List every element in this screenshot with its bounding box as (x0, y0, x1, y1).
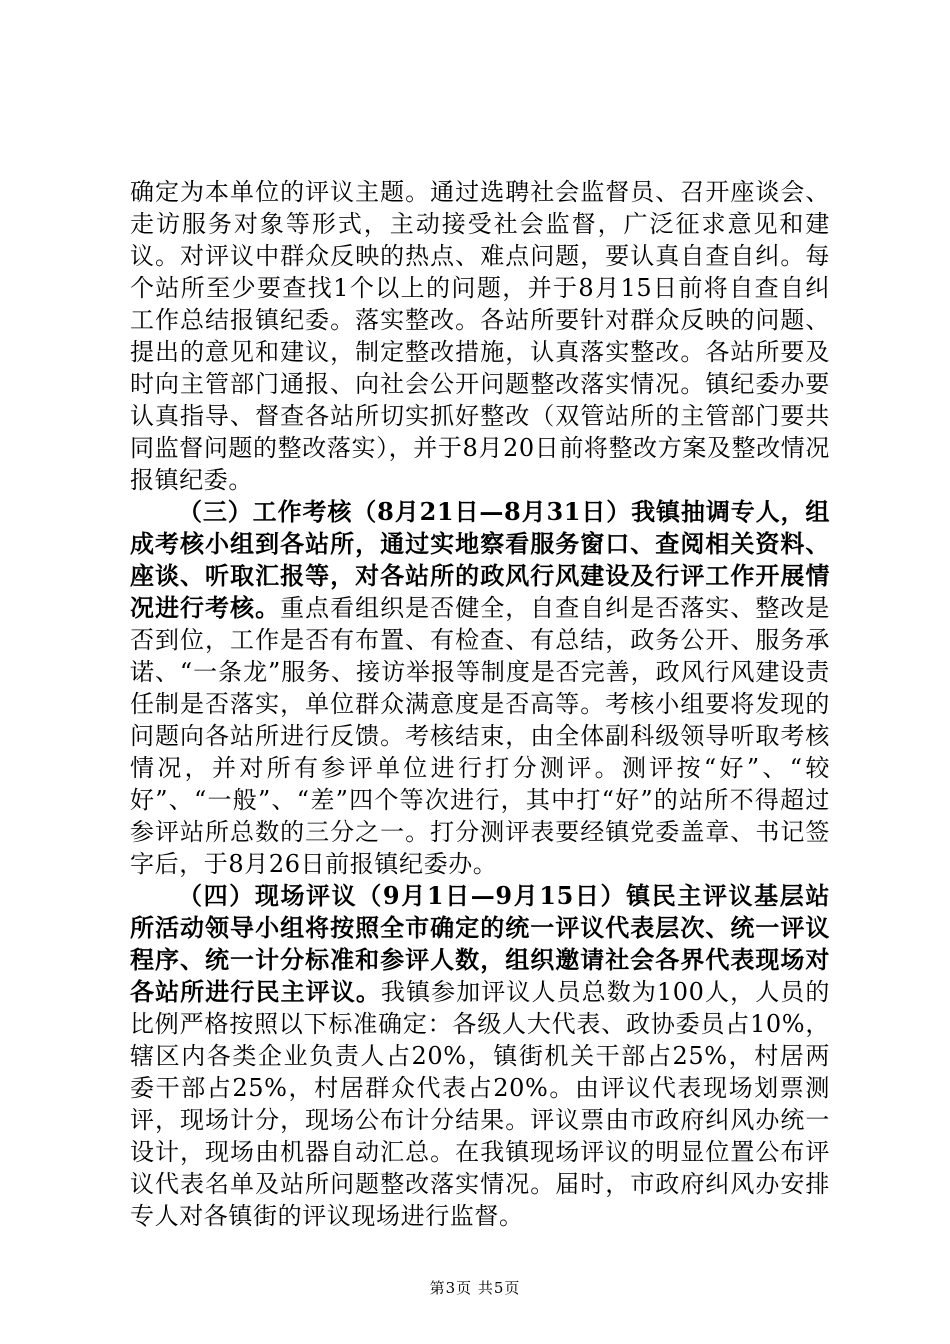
paragraph-text: 重点看组织是否健全，自查自纠是否落实、整改是否到位，工作是否有布置、有检查、有总结，政务公开、服务承诺、“一条龙”服务、接访举报等制度是否完善，政风行风建设责任制是否落实，单位群众满意度是否高等。考核小组要将发现的问题向各站所进行反馈。考核结束，由全体副科级领导听取考核情况，并对所有参评单位进行打分测评。测评按“好”、“较好”、“一般”、“差”四个等次进行，其中打“好”的站所不得超过参评站所总数的三分之一。打分测评表要经镇党委盖章、书记签字后，于8月26日前报镇纪委办。 (130, 594, 830, 878)
body-text (130, 176, 830, 1232)
section-heading-assessment: （三）工作考核（8月21日—8月31日）我镇抽调专人，组成考核小组到各站所，通过实地察看服务窗口、查阅相关资料、座谈、听取汇报等，对各站所的政风行风建设及行评工作开展情况进行考核。 (130, 497, 830, 622)
page-footer (0, 1278, 950, 1298)
paragraph-text: 确定为本单位的评议主题。通过选聘社会监督员、召开座谈会、走访服务对象等形式，主动接受社会监督，广泛征求意见和建议。对评议中群众反映的热点、难点问题，要认真自查自纠。每个站所至少要查找1个以上的问题，并于8月15日前将自查自纠工作总结报镇纪委。落实整改。各站所要针对群众反映的问题、提出的意见和建议，制定整改措施，认真落实整改。各站所要及时向主管部门通报、向社会公开问题整改落实情况。镇纪委办要认真指导、督查各站所切实抓好整改（双管站所的主管部门要共同监督问题的整改落实），并于8月20日前将整改方案及整改情况报镇纪委。 (130, 178, 830, 494)
page-number: 第3页 共5页 (429, 1279, 521, 1297)
paragraph-work-assessment (130, 496, 830, 880)
paragraph-text: 我镇参加评议人员总数为100人，人员的比例严格按照以下标准确定：各级人大代表、政协委员占10%，辖区内各类企业负责人占20%，镇街机关干部占25%，村居两委干部占25%，村居群众代表占20%。由评议代表现场划票测评，现场计分，现场公布计分结果。评议票由市政府纠风办统一设计，现场由机器自动汇总。在我镇现场评议的明显位置公布评议代表名单及站所问题整改落实情况。届时，市政府纠风办安排专人对各镇街的评议现场进行监督。 (130, 978, 830, 1230)
section-heading-onsite-review: （四）现场评议（9月1日—9月15日）镇民主评议基层站所活动领导小组将按照全市确定的统一评议代表层次、统一评议程序、统一计分标准和参评人数，组织邀请社会各界代表现场对各站所进行民主评议。 (130, 881, 830, 1006)
paragraph-onsite-review (130, 880, 830, 1232)
paragraph-self-inspection (130, 176, 830, 496)
